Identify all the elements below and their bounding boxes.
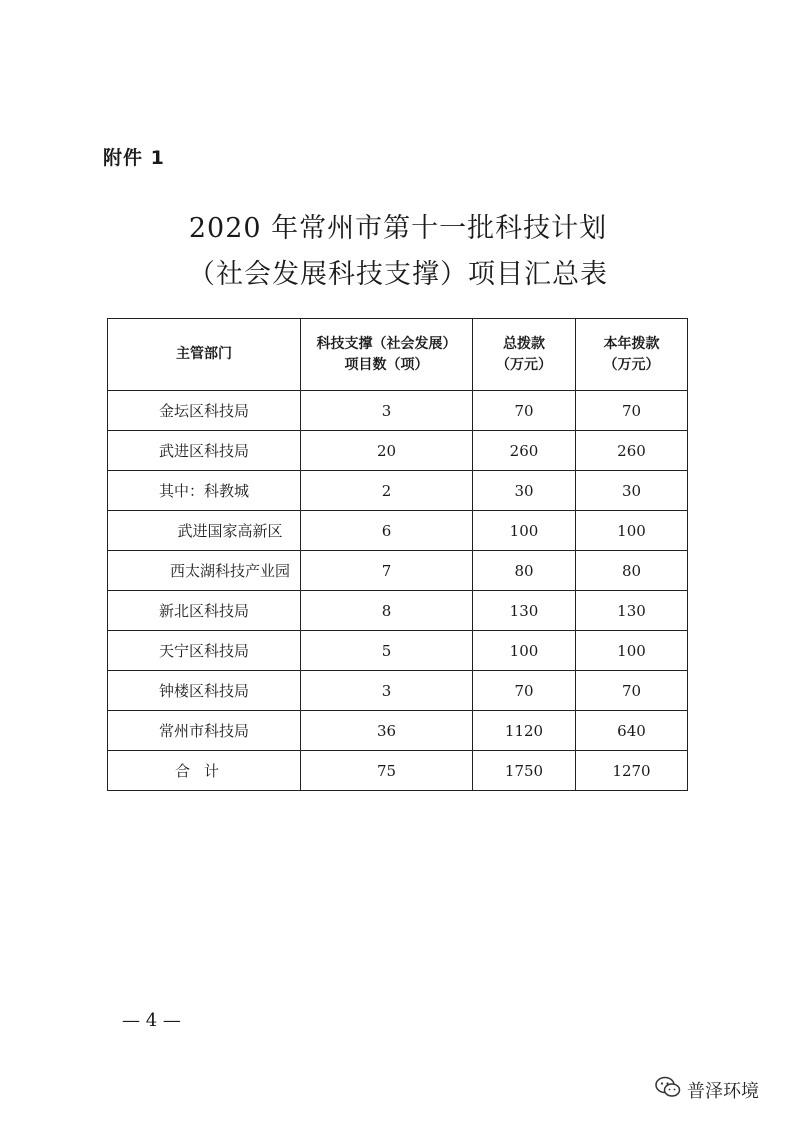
- table-row: [108, 391, 688, 431]
- table-row: [108, 471, 688, 511]
- count-cell: 36: [301, 711, 473, 751]
- table-row: [108, 431, 688, 471]
- watermark-text: 普泽环境: [687, 1080, 759, 1102]
- year-cell: 70: [576, 671, 688, 711]
- year-cell: 640: [576, 711, 688, 751]
- count-cell: 3: [301, 671, 473, 711]
- table-row: [108, 511, 688, 551]
- header-total-line2: （万元）: [496, 356, 552, 373]
- dept-cell: 钟楼区科技局: [108, 671, 301, 711]
- table-row: [108, 551, 688, 591]
- header-year: [576, 319, 688, 391]
- count-cell: 20: [301, 431, 473, 471]
- total-cell: 100: [473, 511, 576, 551]
- year-cell: 130: [576, 591, 688, 631]
- dept-cell: 常州市科技局: [108, 711, 301, 751]
- header-dept: [108, 319, 301, 391]
- total-cell: 130: [473, 591, 576, 631]
- header-dept-label: 主管部门: [176, 346, 232, 362]
- header-count-line1: 科技支撑（社会发展）: [316, 335, 457, 352]
- table-row: [108, 671, 688, 711]
- page-title-line2: （社会发展科技支撑）项目汇总表: [188, 259, 608, 290]
- total-cell: 1750: [473, 751, 576, 791]
- count-cell: 5: [301, 631, 473, 671]
- header-count-line2: 项目数（项）: [344, 356, 429, 373]
- wechat-icon: [655, 1076, 687, 1103]
- summary-table: [107, 318, 688, 791]
- total-cell: 100: [473, 631, 576, 671]
- dept-cell: 西太湖科技产业园: [108, 551, 301, 591]
- year-cell: 30: [576, 471, 688, 511]
- dept-cell: 武进区科技局: [108, 431, 301, 471]
- year-cell: 1270: [576, 751, 688, 791]
- header-year-line1: 本年拨款: [603, 335, 660, 352]
- year-cell: 100: [576, 631, 688, 671]
- count-cell: 6: [301, 511, 473, 551]
- header-total: [473, 319, 576, 391]
- total-cell: 1120: [473, 711, 576, 751]
- header-count: [301, 319, 473, 391]
- header-year-line2: （万元）: [603, 356, 660, 373]
- dept-cell: 其中：科教城: [108, 471, 301, 511]
- table-total-row: [108, 751, 688, 791]
- year-cell: 260: [576, 431, 688, 471]
- header-total-line1: 总拨款: [503, 335, 545, 352]
- attachment-label: 附件 1: [103, 147, 165, 169]
- watermark: [655, 1076, 759, 1103]
- dept-cell-total: 合计: [108, 751, 301, 791]
- year-cell: 100: [576, 511, 688, 551]
- total-cell: 260: [473, 431, 576, 471]
- total-cell: 70: [473, 671, 576, 711]
- table-row: [108, 591, 688, 631]
- dept-cell: 金坛区科技局: [108, 391, 301, 431]
- total-cell: 30: [473, 471, 576, 511]
- total-cell: 80: [473, 551, 576, 591]
- table-row: [108, 711, 688, 751]
- dept-cell: 新北区科技局: [108, 591, 301, 631]
- table-row: [108, 631, 688, 671]
- dept-cell: 武进国家高新区: [108, 511, 301, 551]
- count-cell: 75: [301, 751, 473, 791]
- page-title-line1: 2020 年常州市第十一批科技计划: [188, 213, 608, 244]
- table-header-row: [108, 319, 688, 391]
- year-cell: 70: [576, 391, 688, 431]
- count-cell: 8: [301, 591, 473, 631]
- year-cell: 80: [576, 551, 688, 591]
- dept-cell: 天宁区科技局: [108, 631, 301, 671]
- count-cell: 7: [301, 551, 473, 591]
- count-cell: 3: [301, 391, 473, 431]
- total-cell: 70: [473, 391, 576, 431]
- page-number: — 4 —: [122, 1010, 181, 1031]
- count-cell: 2: [301, 471, 473, 511]
